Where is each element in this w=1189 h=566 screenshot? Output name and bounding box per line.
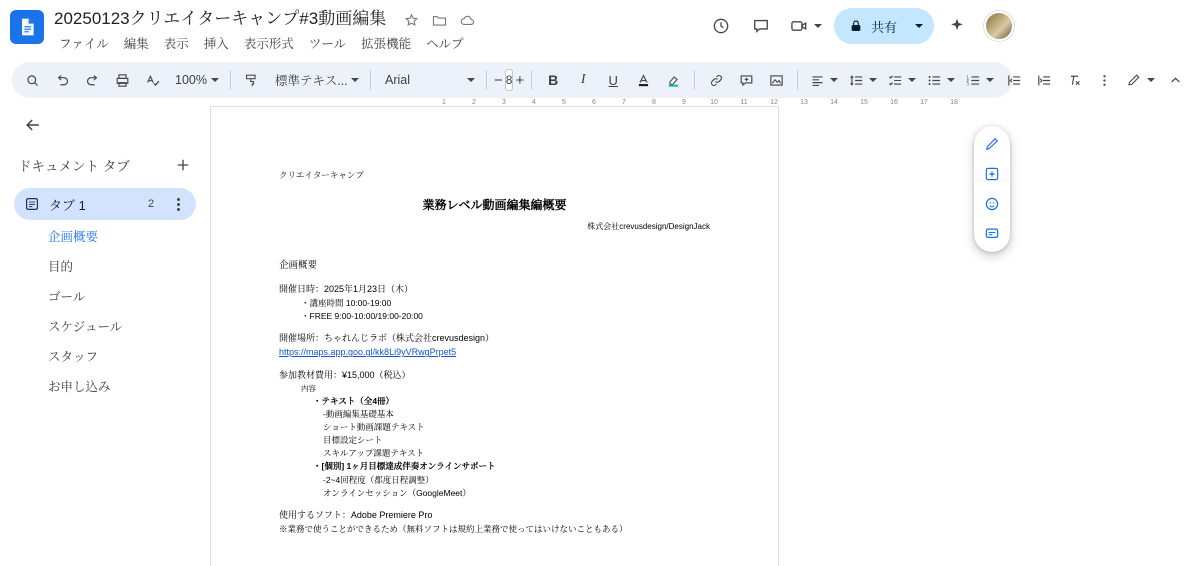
move-to-folder-icon[interactable] <box>431 12 448 29</box>
sidebar-item-apply[interactable]: お申し込み <box>48 380 111 394</box>
share-label: 共有 <box>870 19 897 35</box>
document-title[interactable]: 20250123クリエイターキャンプ#3動画編集 <box>54 9 387 28</box>
chevron-down-icon <box>947 78 955 82</box>
menu-help[interactable]: ヘルプ <box>426 37 464 51</box>
document-page[interactable] <box>210 106 779 566</box>
chevron-down-icon <box>1147 78 1155 82</box>
sidebar-tab-1[interactable] <box>14 188 196 220</box>
title-icon-group <box>403 12 476 29</box>
menu-insert[interactable]: 挿入 <box>203 37 229 51</box>
underline-button[interactable]: U <box>608 72 618 88</box>
doc-map-link[interactable]: https://maps.app.goo.gl/kk8Li9yVRwgPrpet5 <box>279 347 457 358</box>
undo-icon[interactable] <box>48 66 76 94</box>
toolbar-divider <box>486 70 487 90</box>
document-tabs-sidebar <box>0 98 210 499</box>
sidebar-item-purpose[interactable]: 目的 <box>48 260 74 274</box>
toolbar-divider <box>230 70 231 90</box>
insert-image-icon[interactable] <box>762 66 790 94</box>
version-history-icon[interactable] <box>704 9 738 43</box>
italic-button[interactable]: I <box>580 72 586 87</box>
doc-fee-item: -動画編集基礎基本 <box>323 408 394 419</box>
ruler-label: 14 <box>830 99 838 106</box>
print-icon[interactable] <box>108 66 136 94</box>
doc-fee-item: 目標設定シート <box>323 435 383 446</box>
doc-software-line: 使用するソフト：Adobe Premiere Pro <box>279 509 433 520</box>
doc-company: 株式会社crevusdesign/DesignJack <box>587 221 710 231</box>
chevron-down-icon <box>211 78 219 82</box>
star-icon[interactable] <box>403 12 420 29</box>
document-canvas[interactable] <box>210 98 1024 534</box>
chevron-down-icon <box>351 78 359 82</box>
more-options-icon[interactable] <box>1090 66 1118 94</box>
collapse-toolbar-icon[interactable] <box>1161 66 1189 94</box>
font-size-decrease-button[interactable]: − <box>493 71 503 89</box>
more-vert-icon[interactable] <box>168 194 188 214</box>
line-spacing-icon <box>848 72 865 89</box>
paint-format-icon[interactable] <box>238 66 266 94</box>
doc-line: ・FREE 9:00-10:00/19:00-20:00 <box>301 310 423 321</box>
bold-button[interactable]: B <box>548 72 559 88</box>
font-name-value: Arial <box>384 73 410 87</box>
present-icon[interactable] <box>784 9 828 43</box>
search-icon[interactable] <box>18 66 46 94</box>
sidebar-tab-badge: 2 <box>147 198 155 210</box>
toolbar-divider <box>797 70 798 90</box>
sidebar-item-goal[interactable]: ゴール <box>48 290 86 304</box>
menu-extensions[interactable]: 拡張機能 <box>361 37 412 51</box>
indent-decrease-icon[interactable] <box>1000 66 1028 94</box>
redo-icon[interactable] <box>78 66 106 94</box>
floating-tool-rail <box>974 126 1010 252</box>
ruler-label: 15 <box>860 99 868 106</box>
menu-bar <box>52 33 704 55</box>
emoji-reaction-icon[interactable] <box>976 190 1008 218</box>
chevron-down-icon <box>908 78 916 82</box>
ruler-label: 3 <box>502 99 506 106</box>
editing-mode-icon <box>1126 72 1143 89</box>
toolbar-divider <box>370 70 371 90</box>
sidebar-header <box>0 150 210 180</box>
doc-line: 開催場所：ちゃれんじラボ（株式会社crevusdesign） <box>279 333 495 344</box>
smart-compose-icon[interactable] <box>976 130 1008 158</box>
document-tab-icon <box>24 196 40 212</box>
gemini-spark-icon[interactable] <box>940 9 974 43</box>
numbered-list-icon <box>965 72 982 89</box>
ruler-label: 10 <box>710 99 718 106</box>
arrow-back-icon[interactable] <box>16 108 50 142</box>
toolbar-divider <box>531 70 532 90</box>
menu-tools[interactable]: ツール <box>308 37 347 51</box>
doc-fee-item: -2~4回程度（都度日程調整） <box>323 474 434 485</box>
chevron-down-icon <box>915 24 923 28</box>
share-caret-icon[interactable] <box>904 8 934 44</box>
toolbar <box>12 62 1012 98</box>
ruler-label: 11 <box>740 99 748 106</box>
sidebar-title: ドキュメント タブ <box>18 159 130 174</box>
menu-edit[interactable]: 編集 <box>123 37 149 51</box>
comment-icon[interactable] <box>744 9 778 43</box>
doc-fee-item: ・テキスト（全4冊） <box>313 395 395 406</box>
doc-software-note: ※業務で使うことができるため（無料ソフトは規約上業務で使ってはいけないこともある） <box>279 523 628 534</box>
title-bar-actions <box>704 8 1014 44</box>
insert-image-box-icon[interactable] <box>976 160 1008 188</box>
text-color-icon[interactable] <box>629 66 657 94</box>
add-tab-icon[interactable] <box>170 152 196 178</box>
chevron-down-icon <box>869 78 877 82</box>
font-size-input[interactable]: 8 <box>505 69 514 91</box>
sidebar-tab-label: タブ 1 <box>49 197 86 213</box>
menu-file[interactable]: ファイル <box>59 37 109 51</box>
doc-line: 開催日時：2025年1月23日（木） <box>279 283 414 294</box>
ruler-label: 6 <box>592 99 596 106</box>
lock-icon <box>848 18 864 34</box>
ruler-label: 13 <box>800 99 808 106</box>
add-comment-icon[interactable] <box>732 66 760 94</box>
bulleted-list-icon <box>926 72 943 89</box>
svg-text:3: 3 <box>966 80 970 86</box>
align-dropdown[interactable] <box>805 67 842 93</box>
indent-increase-icon[interactable] <box>1030 66 1058 94</box>
checklist-dropdown[interactable] <box>883 67 920 93</box>
cloud-saved-icon[interactable] <box>459 12 476 29</box>
doc-fee-item: オンラインセッション（GoogleMeet） <box>323 487 471 498</box>
ruler-label: 1 <box>442 99 446 106</box>
sidebar-item-staff[interactable]: スタッフ <box>48 350 99 364</box>
doc-fee-item: ・[個別] 1ヶ月目標達成伴奏オンラインサポート <box>313 461 496 472</box>
line-spacing-dropdown[interactable] <box>844 67 881 93</box>
doc-title-heading: 業務レベル動画編集編概要 <box>422 198 567 213</box>
doc-fee-item: ショート動画課題テキスト <box>323 421 425 432</box>
ruler-label: 12 <box>770 99 778 106</box>
numbered-list-dropdown[interactable] <box>961 67 998 93</box>
bulleted-list-dropdown[interactable] <box>922 67 959 93</box>
doc-header-text: クリエイターキャンプ <box>279 170 364 180</box>
chevron-down-icon <box>467 78 475 82</box>
paragraph-style-value: 標準テキス... <box>274 74 348 88</box>
menu-format[interactable]: 表示形式 <box>243 37 294 51</box>
user-avatar[interactable] <box>984 11 1014 41</box>
ruler-label: 16 <box>890 99 898 106</box>
present-caret-icon[interactable] <box>814 24 822 28</box>
ruler-label: 8 <box>652 99 656 106</box>
doc-fee-sub: 内容 <box>301 383 316 393</box>
font-size-increase-button[interactable]: + <box>515 71 525 89</box>
font-dropdown[interactable] <box>378 67 479 93</box>
ruler-label: 9 <box>682 99 686 106</box>
toolbar-divider <box>694 70 695 90</box>
doc-fee-line: 参加教材費用：¥15,000（税込） <box>279 370 411 381</box>
doc-line: ・講座時間 10:00-19:00 <box>301 297 392 308</box>
svg-text:2: 2 <box>966 77 970 83</box>
svg-text:1: 1 <box>966 73 970 79</box>
ruler-label: 17 <box>920 99 928 106</box>
ruler-label: 5 <box>562 99 566 106</box>
ruler-label: 18 <box>950 99 958 106</box>
align-left-icon <box>809 72 826 89</box>
zoom-control[interactable] <box>168 67 223 93</box>
zoom-value: 100% <box>175 73 207 87</box>
chevron-down-icon <box>830 78 838 82</box>
insert-link-icon[interactable] <box>702 66 730 94</box>
ruler-label: 4 <box>532 99 536 106</box>
document-body[interactable] <box>211 107 778 536</box>
spellcheck-icon[interactable] <box>138 66 166 94</box>
ruler-label: 7 <box>622 99 626 106</box>
clear-formatting-icon[interactable] <box>1060 66 1088 94</box>
menu-view[interactable]: 表示 <box>163 37 189 51</box>
doc-section-heading: 企画概要 <box>279 260 318 272</box>
sidebar-item-overview[interactable]: 企画概要 <box>48 230 99 244</box>
title-bar <box>0 0 1024 62</box>
highlight-icon[interactable] <box>659 66 687 94</box>
paragraph-style-dropdown[interactable] <box>268 67 363 93</box>
editing-mode-dropdown[interactable] <box>1122 67 1159 93</box>
main-area <box>0 98 1024 534</box>
comment-box-icon[interactable] <box>976 220 1008 248</box>
title-and-menu <box>52 6 704 55</box>
share-button[interactable] <box>834 8 905 44</box>
checklist-icon <box>887 72 904 89</box>
docs-logo-icon[interactable] <box>10 10 44 44</box>
doc-fee-item: スキルアップ課題テキスト <box>323 448 425 459</box>
chevron-down-icon <box>986 78 994 82</box>
ruler-label: 2 <box>472 99 476 106</box>
sidebar-item-schedule[interactable]: スケジュール <box>48 320 123 334</box>
